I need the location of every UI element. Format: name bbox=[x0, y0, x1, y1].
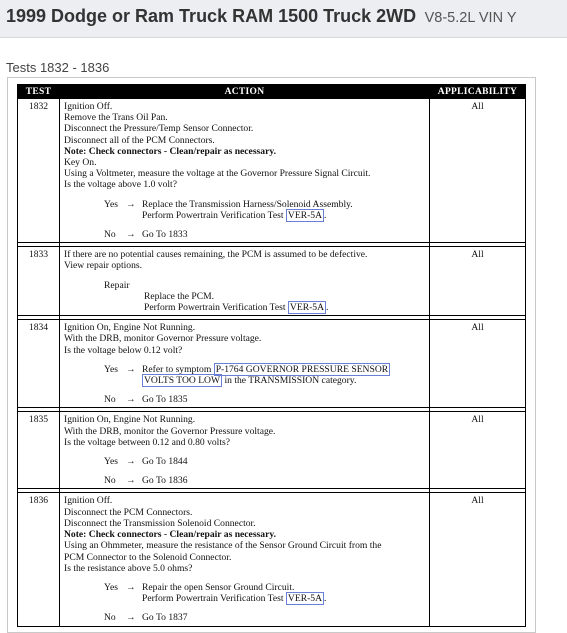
repair-text: Perform Powertrain Verification Test bbox=[144, 302, 286, 314]
applicability-cell: All bbox=[430, 99, 526, 243]
yes-text-2: Perform Powertrain Verification Test bbox=[142, 593, 284, 605]
action-line: With the DRB, monitor the Governor Pressure voltage. bbox=[64, 425, 276, 437]
action-line: Disconnect the PCM Connectors. bbox=[64, 506, 193, 518]
action-line: If there are no potential causes remaining, the PCM is assumed to be defective. bbox=[64, 249, 368, 261]
punctuation: . bbox=[324, 593, 327, 605]
action-cell bbox=[60, 99, 430, 243]
page-title: 1999 Dodge or Ram Truck RAM 1500 Truck 2WD bbox=[6, 6, 417, 26]
no-text: Go To 1836 bbox=[142, 475, 188, 487]
action-question: Is the voltage below 0.12 volt? bbox=[64, 344, 183, 356]
no-branch bbox=[64, 394, 425, 405]
yes-continuation bbox=[64, 210, 425, 221]
test-number: 1834 bbox=[18, 320, 60, 408]
table-row-1835 bbox=[18, 412, 526, 489]
ver-5a-link[interactable]: VER-5A bbox=[289, 302, 325, 314]
arrow-icon: → bbox=[126, 581, 136, 593]
repair-line: Replace the PCM. bbox=[144, 290, 215, 302]
table-row-1834 bbox=[18, 320, 526, 408]
punctuation: . bbox=[324, 209, 327, 221]
no-label: No bbox=[104, 475, 116, 487]
action-question: Is the voltage between 0.12 and 0.80 volts? bbox=[64, 436, 230, 448]
action-note: Note: Check connectors - Clean/repair as necessary. bbox=[64, 145, 277, 157]
diagnostic-table bbox=[17, 84, 526, 627]
section-label: Tests 1832 - 1836 bbox=[6, 60, 110, 75]
yes-continuation bbox=[64, 593, 425, 604]
no-branch bbox=[64, 612, 425, 623]
applicability-cell: All bbox=[430, 493, 526, 626]
punctuation: . bbox=[326, 302, 329, 314]
action-line: Using an Ohmmeter, measure the resistance of the Sensor Ground Circuit from the bbox=[64, 540, 382, 552]
arrow-icon: → bbox=[126, 456, 136, 468]
arrow-icon: → bbox=[126, 363, 136, 375]
applicability-cell: All bbox=[430, 247, 526, 316]
test-number: 1832 bbox=[18, 99, 60, 243]
action-line: Ignition On, Engine Not Running. bbox=[64, 414, 196, 426]
no-text: Go To 1837 bbox=[142, 612, 188, 624]
ver-5a-link[interactable]: VER-5A bbox=[287, 209, 323, 221]
arrow-icon: → bbox=[126, 229, 136, 241]
applicability-cell: All bbox=[430, 412, 526, 489]
arrow-icon: → bbox=[126, 475, 136, 487]
no-label: No bbox=[104, 394, 116, 406]
action-line: PCM Connector to the Solenoid Connector. bbox=[64, 551, 232, 563]
action-cell bbox=[60, 493, 430, 626]
column-header-action: ACTION bbox=[60, 85, 430, 99]
test-number: 1833 bbox=[18, 247, 60, 316]
ver-5a-link[interactable]: VER-5A bbox=[287, 593, 323, 605]
yes-label: Yes bbox=[104, 456, 118, 468]
yes-text: Repair the open Sensor Ground Circuit. bbox=[142, 581, 295, 593]
yes-text: Replace the Transmission Harness/Solenoid Assembly. bbox=[142, 198, 353, 210]
yes-continuation bbox=[64, 375, 425, 386]
symptom-link[interactable]: P-1764 GOVERNOR PRESSURE SENSOR bbox=[215, 363, 389, 375]
table-row-1832 bbox=[18, 99, 526, 243]
yes-label: Yes bbox=[104, 581, 118, 593]
yes-text: Go To 1844 bbox=[142, 456, 188, 468]
no-label: No bbox=[104, 612, 116, 624]
table-row-1836 bbox=[18, 493, 526, 626]
action-line: Disconnect the Transmission Solenoid Connector. bbox=[64, 517, 256, 529]
page-subtitle: V8-5.2L VIN Y bbox=[424, 10, 517, 26]
yes-branch bbox=[64, 456, 425, 467]
symptom-link-2[interactable]: VOLTS TOO LOW bbox=[144, 375, 221, 387]
yes-text: Refer to symptom bbox=[142, 363, 212, 375]
action-line: Ignition Off. bbox=[64, 495, 113, 507]
test-number: 1835 bbox=[18, 412, 60, 489]
no-branch bbox=[64, 229, 425, 240]
yes-tail: in the TRANSMISSION category. bbox=[224, 375, 357, 387]
arrow-icon: → bbox=[126, 612, 136, 624]
column-header-test: TEST bbox=[18, 85, 60, 99]
action-line: View repair options. bbox=[64, 260, 143, 272]
column-header-applicability: APPLICABILITY bbox=[430, 85, 526, 99]
yes-text-2: Perform Powertrain Verification Test bbox=[142, 209, 284, 221]
action-cell bbox=[60, 247, 430, 316]
action-line: Remove the Trans Oil Pan. bbox=[64, 112, 168, 124]
no-text: Go To 1833 bbox=[142, 229, 188, 241]
action-cell bbox=[60, 320, 430, 408]
test-number: 1836 bbox=[18, 493, 60, 626]
applicability-cell: All bbox=[430, 320, 526, 408]
action-line: Key On. bbox=[64, 157, 97, 169]
document-image bbox=[7, 77, 536, 633]
no-label: No bbox=[104, 229, 116, 241]
action-note: Note: Check connectors - Clean/repair as necessary. bbox=[64, 529, 277, 541]
action-line: Ignition On, Engine Not Running. bbox=[64, 322, 196, 334]
page-header bbox=[0, 0, 567, 38]
action-line: Ignition Off. bbox=[64, 101, 113, 112]
action-line: Using a Voltmeter, measure the voltage at the Governor Pressure Signal Circuit. bbox=[64, 168, 371, 180]
no-text: Go To 1835 bbox=[142, 394, 188, 406]
action-line: With the DRB, monitor Governor Pressure voltage. bbox=[64, 333, 262, 345]
action-question: Is the voltage above 1.0 volt? bbox=[64, 179, 177, 191]
action-line: Disconnect all of the PCM Connectors. bbox=[64, 134, 215, 146]
action-question: Is the resistance above 5.0 ohms? bbox=[64, 562, 193, 574]
yes-label: Yes bbox=[104, 363, 118, 375]
yes-label: Yes bbox=[104, 198, 118, 210]
yes-branch bbox=[64, 199, 425, 210]
repair-line bbox=[64, 302, 425, 313]
arrow-icon: → bbox=[126, 394, 136, 406]
arrow-icon: → bbox=[126, 198, 136, 210]
no-branch bbox=[64, 475, 425, 486]
table-header-row bbox=[18, 85, 526, 99]
action-cell bbox=[60, 412, 430, 489]
repair-label: Repair bbox=[104, 279, 130, 291]
yes-branch bbox=[64, 364, 425, 375]
action-line: Disconnect the Pressure/Temp Sensor Connector. bbox=[64, 123, 254, 135]
yes-branch bbox=[64, 582, 425, 593]
table-row-1833 bbox=[18, 247, 526, 316]
